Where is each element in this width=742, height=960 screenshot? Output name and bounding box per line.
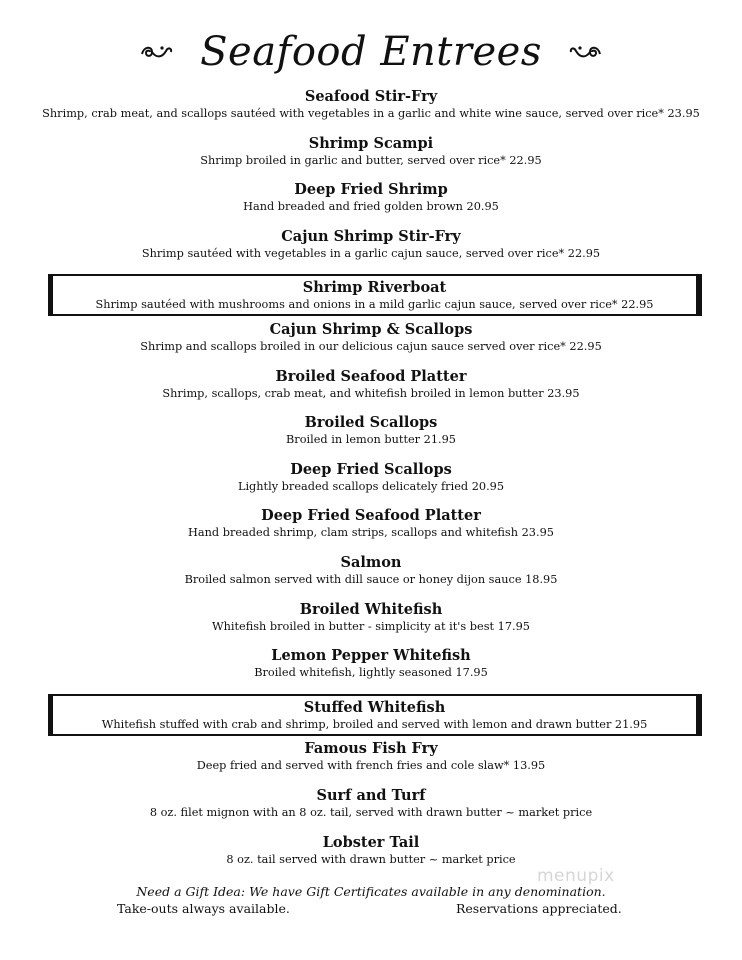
scroll-flourish-icon bbox=[568, 42, 604, 62]
scroll-flourish-icon bbox=[138, 42, 174, 62]
menu-item bbox=[0, 505, 742, 552]
menu-item-description: 8 oz. filet mignon with an 8 oz. tail, served with drawn butter ~ market price bbox=[149, 805, 593, 819]
menu-item-description: Hand breaded and fried golden brown 20.95 bbox=[243, 200, 499, 214]
menu-item-description: Deep fried and served with french fries and cole slaw* 13.95 bbox=[196, 759, 546, 773]
menu-item bbox=[0, 366, 742, 413]
menu-item bbox=[0, 459, 742, 506]
menu-items-list bbox=[0, 86, 742, 878]
menu-item-description: Hand breaded shrimp, clam strips, scallops and whitefish 23.95 bbox=[188, 526, 554, 540]
menu-item-description: Shrimp broiled in garlic and butter, served over rice* 22.95 bbox=[200, 153, 542, 167]
watermark-text: menupix bbox=[537, 866, 615, 886]
menu-item-name: Deep Fried Shrimp bbox=[294, 181, 448, 199]
menu-item-name: Surf and Turf bbox=[316, 786, 426, 804]
menu-item-description: Broiled in lemon butter 21.95 bbox=[286, 433, 456, 447]
menu-item bbox=[0, 86, 742, 133]
menu-item bbox=[0, 645, 742, 692]
menu-item-name: Broiled Whitefish bbox=[299, 600, 443, 618]
featured-menu-item bbox=[48, 694, 702, 736]
menu-item-name: Famous Fish Fry bbox=[304, 740, 438, 758]
menu-item-name: Lobster Tail bbox=[322, 833, 420, 851]
menu-item bbox=[0, 133, 742, 180]
page-title: Seafood Entrees bbox=[200, 29, 542, 75]
menu-item-description: Broiled salmon served with dill sauce or honey dijon sauce 18.95 bbox=[184, 572, 558, 586]
menu-item bbox=[0, 319, 742, 366]
menu-item-description: Broiled whitefish, lightly seasoned 17.95 bbox=[254, 666, 488, 680]
menu-item bbox=[0, 552, 742, 599]
menu-item-name: Lemon Pepper Whitefish bbox=[271, 647, 471, 665]
menu-item-description: Whitefish stuffed with crab and shrimp, broiled and served with lemon and drawn butter 21.95 bbox=[101, 717, 648, 731]
menu-item-name: Stuffed Whitefish bbox=[303, 698, 446, 716]
menu-item-description: Lightly breaded scallops delicately fried 20.95 bbox=[237, 479, 505, 493]
menu-item-name: Shrimp Riverboat bbox=[302, 279, 447, 297]
gift-certificate-note: Need a Gift Idea: We have Gift Certificates available in any denomination. bbox=[136, 884, 606, 899]
menu-item-name: Cajun Shrimp & Scallops bbox=[269, 320, 473, 338]
menu-item-name: Salmon bbox=[340, 553, 402, 571]
menu-item-name: Deep Fried Seafood Platter bbox=[261, 507, 481, 525]
menu-item-name: Broiled Scallops bbox=[304, 414, 438, 432]
footer-row bbox=[0, 901, 742, 919]
menu-item bbox=[0, 832, 742, 879]
menu-item-description: Shrimp, crab meat, and scallops sautéed with vegetables in a garlic and white wine sauce, served over rice* 23.95 bbox=[42, 107, 700, 120]
menu-item-description: Shrimp, scallops, crab meat, and whitefish broiled in lemon butter 23.95 bbox=[162, 386, 580, 400]
reservations-note: Reservations appreciated. bbox=[456, 901, 622, 916]
menu-item bbox=[0, 179, 742, 226]
menu-item bbox=[0, 738, 742, 785]
menu-item bbox=[0, 412, 742, 459]
menu-item-name: Seafood Stir-Fry bbox=[304, 88, 438, 105]
menu-item bbox=[0, 599, 742, 646]
menu-item-name: Shrimp Scampi bbox=[308, 134, 434, 152]
menu-item-name: Deep Fried Scallops bbox=[290, 460, 452, 478]
menu-header bbox=[0, 26, 742, 78]
menu-item-name: Broiled Seafood Platter bbox=[275, 367, 467, 385]
menu-item-description: 8 oz. tail served with drawn butter ~ market price bbox=[226, 852, 516, 866]
menu-item-description: Shrimp and scallops broiled in our delicious cajun sauce served over rice* 22.95 bbox=[140, 339, 602, 353]
menu-item bbox=[0, 785, 742, 832]
menu-item-description: Shrimp sautéed with vegetables in a garlic cajun sauce, served over rice* 22.95 bbox=[141, 246, 601, 260]
featured-menu-item bbox=[48, 274, 702, 316]
menu-item-name: Cajun Shrimp Stir-Fry bbox=[281, 227, 461, 245]
menu-item-description: Whitefish broiled in butter - simplicity at it's best 17.95 bbox=[212, 619, 530, 633]
menu-item-description: Shrimp sautéed with mushrooms and onions in a mild garlic cajun sauce, served over rice* 22.95 bbox=[95, 298, 654, 312]
takeouts-note: Take-outs always available. bbox=[117, 901, 290, 916]
menu-item bbox=[0, 226, 742, 273]
